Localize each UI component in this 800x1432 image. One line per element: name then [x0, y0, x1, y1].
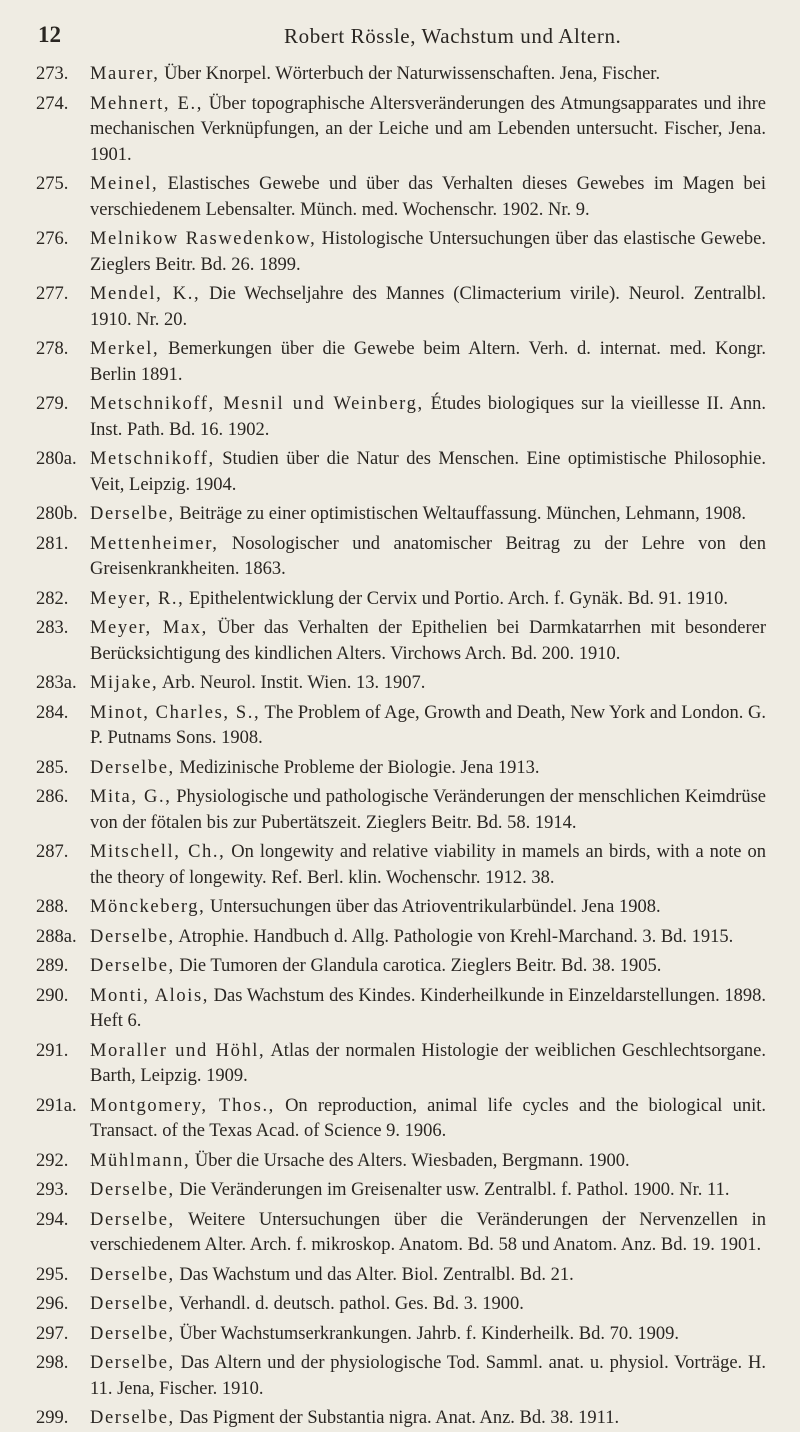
entry-text — [90, 1149, 766, 1175]
bibliography-entry — [36, 954, 766, 980]
bibliography-entry — [36, 587, 766, 613]
bibliography-entry — [36, 502, 766, 528]
entry-text — [90, 925, 766, 951]
entry-citation: Über Knorpel. Wörterbuch der Naturwissenschaften. Jena, Fischer. — [159, 64, 661, 84]
entry-text — [90, 587, 766, 613]
entry-citation: Über das Verhalten der Epithelien bei Darmkatarrhen mit besonderer Berücksichtigung des kindlichen Alters. Virchows Arch. Bd. 200. 1910. — [90, 618, 766, 664]
running-head: Robert Rössle, Wachstum und Altern. — [284, 24, 622, 48]
entry-citation: Über topographische Altersveränderungen des Atmungsapparates und ihre mechanischen Verknüpfungen, an der Leiche und am Lebenden untersucht. Fischer, Jena. 1901. — [90, 93, 766, 165]
entry-number: 287. — [36, 842, 69, 862]
entry-text — [90, 1094, 766, 1145]
entry-author: Meinel, — [90, 174, 159, 194]
entry-text — [90, 1263, 766, 1289]
entry-text — [90, 1406, 766, 1432]
entry-author: Derselbe, — [90, 1209, 175, 1230]
entry-author: Monti, Alois, — [90, 985, 210, 1006]
entry-text — [90, 1039, 766, 1090]
bibliography-entry — [36, 1039, 766, 1090]
bibliography-entry — [36, 840, 766, 891]
entry-citation: Histologische Untersuchungen über das elastische Gewebe. Zieglers Beitr. Bd. 26. 1899. — [90, 229, 766, 275]
bibliography-entry — [36, 895, 766, 921]
entry-text — [90, 392, 766, 443]
bibliography-entry — [36, 532, 766, 583]
entry-number: 286. — [36, 787, 69, 807]
entry-citation: Weitere Untersuchungen über die Veränderungen der Nervenzellen in verschiedenem Alter. Arch. f. mikroskop. Anatom. Bd. 58 und Anatom. Anz. Bd. 19. 1901. — [90, 1209, 766, 1255]
bibliography-entry — [36, 1178, 766, 1204]
entry-text — [90, 1292, 766, 1318]
entry-text — [90, 1322, 766, 1348]
entry-citation: Atlas der normalen Histologie der weiblichen Geschlechtsorgane. Barth, Leipzig. 1909. — [90, 1040, 766, 1086]
entry-citation: Epithelentwicklung der Cervix und Portio. Arch. f. Gynäk. Bd. 91. 1910. — [184, 588, 729, 609]
entry-text — [90, 785, 766, 836]
entry-author: Mijake, — [90, 673, 159, 693]
entry-author: Derselbe, — [90, 1323, 175, 1344]
entry-citation: On longewity and relative viability in mamels an birds, with a note on the theory of longewity. Ref. Berl. klin. Wochenschr. 1912. 38. — [90, 842, 766, 888]
entry-text — [90, 282, 766, 333]
entry-author: Derselbe, — [90, 1353, 175, 1373]
entry-citation: Verhandl. d. deutsch. pathol. Ges. Bd. 3. 1900. — [174, 1294, 524, 1314]
entry-citation: Études biologiques sur la vieillesse II. Ann. Inst. Path. Bd. 16. 1902. — [90, 394, 766, 440]
entry-author: Derselbe, — [90, 1180, 175, 1200]
entry-number: 283. — [36, 618, 69, 638]
entry-author: Mühlmann, — [90, 1150, 191, 1171]
bibliography-entry — [36, 701, 766, 752]
entry-number: 282. — [36, 588, 69, 609]
entry-citation: Das Wachstum des Kindes. Kinderheilkunde in Einzeldarstellungen. 1898. Heft 6. — [90, 985, 766, 1031]
bibliography-entry — [36, 1292, 766, 1318]
bibliography-entry — [36, 756, 766, 782]
entry-author: Melnikow Raswedenkow, — [90, 229, 317, 249]
bibliography-entry — [36, 616, 766, 667]
entry-citation: Bemerkungen über die Gewebe beim Altern. Verh. d. internat. med. Kongr. Berlin 1891. — [90, 339, 766, 385]
entry-author: Montgomery, Thos., — [90, 1095, 275, 1116]
entry-citation: Beiträge zu einer optimistischen Weltauffassung. München, Lehmann, 1908. — [174, 504, 746, 524]
entry-citation: Über die Ursache des Alters. Wiesbaden, Bergmann. 1900. — [190, 1150, 630, 1171]
entry-author: Merkel, — [90, 339, 160, 359]
entry-text — [90, 532, 766, 583]
entry-author: Mendel, K., — [90, 284, 201, 304]
bibliography-entry — [36, 392, 766, 443]
entry-citation: On reproduction, animal life cycles and the biological unit. Transact. of the Texas Acad. of Science 9. 1906. — [90, 1095, 766, 1141]
page-header — [36, 14, 766, 54]
entry-citation: The Problem of Age, Growth and Death, New York and London. G. P. Putnams Sons. 1908. — [90, 702, 766, 748]
entry-number: 279. — [36, 394, 69, 414]
entry-number: 291. — [36, 1040, 69, 1061]
entry-number: 284. — [36, 702, 69, 723]
entry-number: 296. — [36, 1294, 69, 1314]
entry-author: Maurer, — [90, 64, 160, 84]
entry-text — [90, 840, 766, 891]
bibliography-entry — [36, 1406, 766, 1432]
entry-number: 291a. — [36, 1095, 77, 1116]
entry-author: Meyer, Max, — [90, 618, 208, 638]
entry-author: Metschnikoff, Mesnil und Weinberg, — [90, 394, 424, 414]
bibliography-entry — [36, 671, 766, 697]
entry-number: 277. — [36, 284, 69, 304]
bibliography-entry — [36, 337, 766, 388]
entry-number: 292. — [36, 1150, 69, 1171]
entry-author: Mönckeberg, — [90, 897, 206, 917]
bibliography-entry — [36, 925, 766, 951]
entry-number: 283a. — [36, 673, 77, 693]
entry-author: Mehnert, E., — [90, 93, 203, 114]
entry-author: Derselbe, — [90, 757, 175, 778]
entry-number: 297. — [36, 1323, 69, 1344]
bibliography-entry — [36, 1351, 766, 1402]
bibliography-entry — [36, 92, 766, 169]
entry-citation: Nosologischer und anatomischer Beitrag zu der Lehre von den Greisenkrankheiten. 1863. — [90, 533, 766, 579]
entry-text — [90, 895, 766, 921]
entry-number: 288. — [36, 897, 69, 917]
entry-number: 294. — [36, 1209, 69, 1230]
entry-number: 299. — [36, 1408, 69, 1428]
entry-citation: Das Altern und der physiologische Tod. Samml. anat. u. physiol. Vorträge. H. 11. Jena, Fischer. 1910. — [90, 1353, 766, 1399]
entry-citation: Über Wachstumserkrankungen. Jahrb. f. Kinderheilk. Bd. 70. 1909. — [174, 1323, 680, 1344]
entry-author: Derselbe, — [90, 926, 175, 947]
entry-text — [90, 671, 766, 697]
bibliography-entry — [36, 785, 766, 836]
entry-citation: Die Wechseljahre des Mannes (Climacterium virile). Neurol. Zentralbl. 1910. Nr. 20. — [90, 284, 766, 330]
entry-number: 274. — [36, 93, 69, 114]
bibliography-entry — [36, 1208, 766, 1259]
entry-text — [90, 92, 766, 169]
entry-number: 278. — [36, 339, 69, 359]
entry-citation: Das Pigment der Substantia nigra. Anat. Anz. Bd. 38. 1911. — [174, 1408, 620, 1428]
bibliography-list — [36, 62, 766, 1432]
entry-text — [90, 701, 766, 752]
entry-text — [90, 227, 766, 278]
entry-text — [90, 1178, 766, 1204]
bibliography-entry — [36, 447, 766, 498]
entry-author: Mitschell, Ch., — [90, 842, 226, 862]
entry-number: 285. — [36, 757, 69, 778]
entry-number: 280a. — [36, 449, 77, 469]
entry-author: Meyer, R., — [90, 588, 185, 609]
entry-citation: Die Veränderungen im Greisenalter usw. Zentralbl. f. Pathol. 1900. Nr. 11. — [174, 1180, 730, 1200]
bibliography-entry — [36, 984, 766, 1035]
entry-citation: Die Tumoren der Glandula carotica. Zieglers Beitr. Bd. 38. 1905. — [174, 956, 662, 976]
bibliography-entry — [36, 172, 766, 223]
entry-number: 290. — [36, 985, 69, 1006]
entry-number: 288a. — [36, 926, 77, 947]
entry-text — [90, 172, 766, 223]
entry-text — [90, 337, 766, 388]
entry-text — [90, 1208, 766, 1259]
entry-text — [90, 984, 766, 1035]
bibliography-entry — [36, 1094, 766, 1145]
page-number: 12 — [38, 22, 61, 47]
entry-number: 298. — [36, 1353, 69, 1373]
entry-number: 276. — [36, 229, 69, 249]
entry-number: 293. — [36, 1180, 69, 1200]
entry-number: 280b. — [36, 504, 78, 524]
bibliography-entry — [36, 227, 766, 278]
bibliography-entry — [36, 1322, 766, 1348]
entry-citation: Elastisches Gewebe und über das Verhalten dieses Gewebes im Magen bei verschiedenem Lebensalter. Münch. med. Wochenschr. 1902. Nr. 9. — [90, 174, 766, 220]
entry-author: Derselbe, — [90, 1264, 175, 1285]
entry-citation: Das Wachstum und das Alter. Biol. Zentralbl. Bd. 21. — [174, 1264, 574, 1285]
entry-text — [90, 1351, 766, 1402]
entry-text — [90, 62, 766, 88]
entry-citation: Arb. Neurol. Instit. Wien. 13. 1907. — [158, 673, 426, 693]
entry-text — [90, 954, 766, 980]
entry-author: Derselbe, — [90, 956, 175, 976]
entry-number: 273. — [36, 64, 69, 84]
entry-author: Mettenheimer, — [90, 533, 219, 554]
bibliography-entry — [36, 282, 766, 333]
entry-author: Metschnikoff, — [90, 449, 215, 469]
bibliography-entry — [36, 1263, 766, 1289]
entry-citation: Atrophie. Handbuch d. Allg. Pathologie von Krehl-Marchand. 3. Bd. 1915. — [174, 926, 734, 947]
entry-text — [90, 502, 766, 528]
entry-citation: Medizinische Probleme der Biologie. Jena 1913. — [174, 757, 540, 778]
bibliography-entry — [36, 62, 766, 88]
entry-author: Mita, G., — [90, 787, 172, 807]
entry-text — [90, 447, 766, 498]
entry-author: Minot, Charles, S., — [90, 702, 261, 723]
entry-author: Derselbe, — [90, 504, 175, 524]
entry-number: 275. — [36, 174, 69, 194]
entry-citation: Untersuchungen über das Atrioventrikularbündel. Jena 1908. — [205, 897, 661, 917]
entry-citation: Physiologische und pathologische Veränderungen der menschlichen Keimdrüse von der fötalen bis zur Pubertätszeit. Zieglers Beitr. Bd. 58. 1914. — [90, 787, 766, 833]
entry-text — [90, 756, 766, 782]
entry-number: 295. — [36, 1264, 69, 1285]
entry-text — [90, 616, 766, 667]
entry-author: Derselbe, — [90, 1294, 175, 1314]
entry-citation: Studien über die Natur des Menschen. Eine optimistische Philosophie. Veit, Leipzig. 1904. — [90, 449, 766, 495]
bibliography-entry — [36, 1149, 766, 1175]
entry-author: Derselbe, — [90, 1408, 175, 1428]
entry-number: 289. — [36, 956, 69, 976]
entry-author: Moraller und Höhl, — [90, 1040, 266, 1061]
entry-number: 281. — [36, 533, 69, 554]
